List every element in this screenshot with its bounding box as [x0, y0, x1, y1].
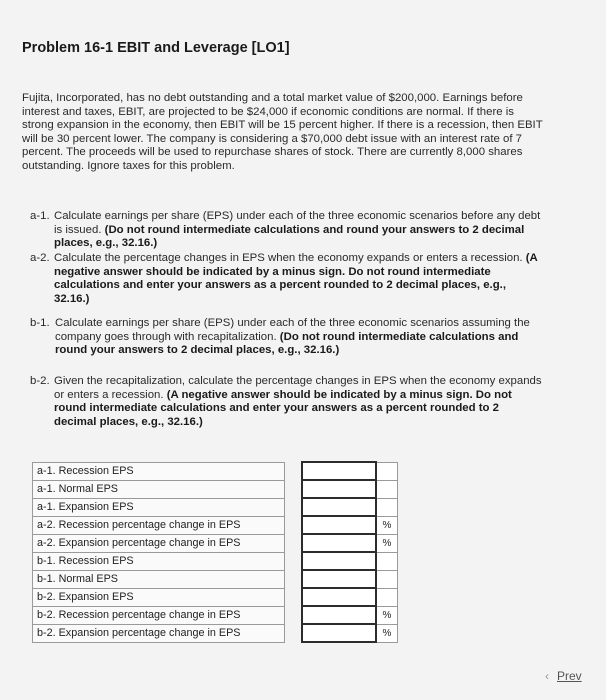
table-row: [33, 588, 398, 606]
question-b1: [30, 317, 542, 358]
answer-input[interactable]: [303, 572, 375, 586]
problem-title: Problem 16-1 EBIT and Leverage [LO1]: [22, 40, 290, 56]
unit-label: [376, 588, 398, 606]
answer-input[interactable]: [303, 482, 375, 496]
unit-label: %: [376, 606, 398, 624]
chevron-left-icon: ‹: [545, 669, 549, 683]
table-row: [33, 462, 398, 480]
answer-input[interactable]: [303, 500, 375, 514]
table-row: [33, 516, 398, 534]
unit-label: [376, 498, 398, 516]
row-label: a-2. Expansion percentage change in EPS: [33, 534, 285, 552]
problem-intro: Fujita, Incorporated, has no debt outstanding and a total market value of $200,000. Earnings before interest and taxes, EBIT, are projected to be $24,000 if economic conditions are normal. If there is strong expansion in the economy, then EBIT will be 15 percent higher. If there is a recession, then EBIT will be 30 percent lower. The company is considering a $70,000 debt issue with an interest rate of 7 percent. The proceeds will be used to repurchase shares of stock. There are currently 8,000 shares outstanding. Ignore taxes for this problem.: [22, 92, 543, 172]
answer-input[interactable]: [303, 464, 375, 478]
table-row: [33, 570, 398, 588]
unit-label: %: [376, 516, 398, 534]
table-row: [33, 534, 398, 552]
answer-input[interactable]: [303, 536, 375, 550]
question-instruction: (A negative answer should be indicated by a minus sign. Do not round intermediate calculations and enter your answers as a percent rounded to 2 decimal places, e.g., 32.16.): [54, 388, 512, 428]
row-label: b-2. Recession percentage change in EPS: [33, 606, 285, 624]
question-label: a-2.: [30, 252, 50, 264]
answer-input-cell[interactable]: [302, 606, 376, 624]
question-b2: [30, 375, 542, 429]
answer-input-cell[interactable]: [302, 462, 376, 480]
unit-label: %: [376, 624, 398, 642]
table-row: [33, 624, 398, 642]
answer-input[interactable]: [303, 518, 375, 532]
unit-label: [376, 552, 398, 570]
table-row: [33, 498, 398, 516]
row-label: a-2. Recession percentage change in EPS: [33, 516, 285, 534]
answer-input[interactable]: [303, 554, 375, 568]
question-label: a-1.: [30, 210, 50, 222]
table-row: [33, 480, 398, 498]
unit-label: [376, 480, 398, 498]
answer-input-cell[interactable]: [302, 534, 376, 552]
unit-label: [376, 462, 398, 480]
prev-label: Prev: [557, 669, 582, 683]
prev-link[interactable]: [545, 669, 582, 683]
question-label: b-2.: [30, 375, 50, 387]
question-text: Given the recapitalization, calculate the percentage changes in EPS when the economy expands or enters a recession.: [54, 375, 542, 401]
unit-label: %: [376, 534, 398, 552]
question-instruction: (A negative answer should be indicated by a minus sign. Do not round intermediate calculations and enter your answers as a percent rounded to 2 decimal places, e.g., 32.16.): [54, 252, 538, 305]
row-label: b-1. Normal EPS: [33, 570, 285, 588]
question-label: b-1.: [30, 317, 50, 329]
answer-input[interactable]: [303, 626, 375, 640]
unit-label: [376, 570, 398, 588]
table-row: [33, 606, 398, 624]
row-label: a-1. Expansion EPS: [33, 498, 285, 516]
row-label: b-2. Expansion EPS: [33, 588, 285, 606]
answer-input-cell[interactable]: [302, 552, 376, 570]
answer-input-cell[interactable]: [302, 480, 376, 498]
question-a1: [30, 210, 542, 251]
answer-input-cell[interactable]: [302, 570, 376, 588]
question-text: Calculate earnings per share (EPS) under each of the three economic scenarios assuming the company goes through with recapitalization.: [55, 317, 530, 343]
row-label: a-1. Recession EPS: [33, 462, 285, 480]
answer-input-cell[interactable]: [302, 498, 376, 516]
question-text: Calculate earnings per share (EPS) under each of the three economic scenarios before any debt is issued.: [54, 210, 541, 236]
answer-input[interactable]: [303, 590, 375, 604]
answer-input[interactable]: [303, 608, 375, 622]
question-a2: [30, 252, 542, 306]
question-instruction: (Do not round intermediate calculations and round your answers to 2 decimal places, e.g., 32.16.): [55, 330, 519, 356]
answer-table: [32, 461, 398, 643]
table-row: [33, 552, 398, 570]
row-label: b-1. Recession EPS: [33, 552, 285, 570]
row-label: b-2. Expansion percentage change in EPS: [33, 624, 285, 642]
answer-input-cell[interactable]: [302, 588, 376, 606]
row-label: a-1. Normal EPS: [33, 480, 285, 498]
question-instruction: (Do not round intermediate calculations and round your answers to 2 decimal places, e.g., 32.16.): [54, 223, 525, 249]
answer-input-cell[interactable]: [302, 624, 376, 642]
answer-input-cell[interactable]: [302, 516, 376, 534]
question-text: Calculate the percentage changes in EPS when the economy expands or enters a recession.: [54, 252, 523, 264]
